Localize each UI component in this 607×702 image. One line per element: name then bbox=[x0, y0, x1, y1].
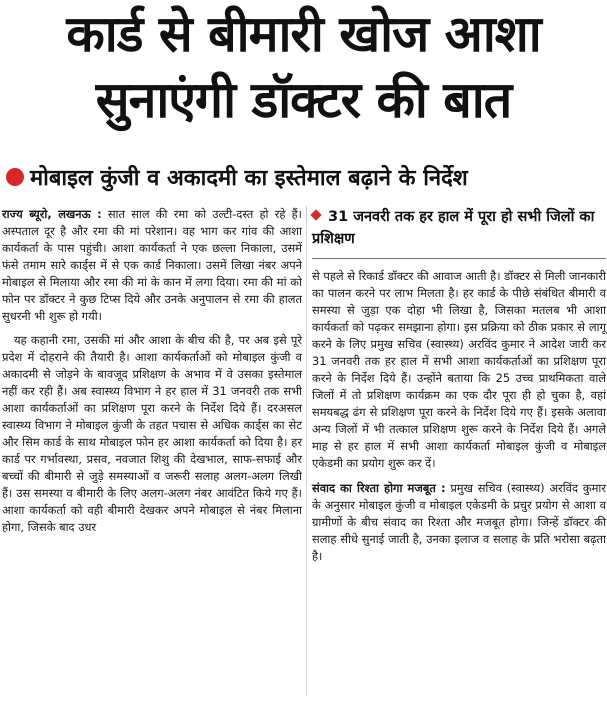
red-diamond-icon bbox=[310, 209, 321, 220]
dateline: राज्य ब्यूरो, लखनऊ : bbox=[2, 207, 102, 221]
highlight-rule bbox=[312, 258, 606, 259]
red-bullet-icon bbox=[6, 168, 24, 186]
paragraph-2: यह कहानी रमा, उसकी मां और आशा के बीच की है, पर अब इसे पूरे प्रदेश में दोहराने की तैयारी है। आशा कार्यकर्ताओं को मोबाइल कुंजी व अकादमी से जोड़ने के बावजूद प्रशिक्षण के अभाव में वे उसका इस्तेमाल नहीं कर रही हैं। अब स्वास्थ्य विभाग ने हर हाल में 31 जनवरी तक सभी आशा कार्यकर्ताओं का प्रशिक्षण पूरा करने के निर्देश दिये हैं। दरअसल स्वास्थ्य विभाग ने मोबाइल कुंजी के तहत पचास से अधिक कार्ड्स का सेट और सिम कार्ड के साथ मोबाइल फोन हर आशा कार्यकर्ता को दिया है। हर कार्ड पर गर्भावस्था, प्रसव, नवजात शिशु की देखभाल, साफ-सफाई और बच्चों की बीमारी से जुड़े समस्याओं व जरूरी सलाह अलग-अलग लिखी हैं। उस समस्या व बीमारी के लिए अलग-अलग नंबर आवंटित किये गए हैं। आशा कार्यकर्ता को वही बीमारी देखकर अपने मोबाइल से नंबर मिलाना होगा, जिसके बाद उधर bbox=[2, 333, 302, 534]
right-paragraph-1: से पहले से रिकार्ड डॉक्टर की आवाज आती है। डॉक्टर से मिली जानकारी का पालन करने पर लाभ मिलता है। हर कार्ड के पीछे संबंधित बीमारी व समस्या से जुड़ा एक दोहा भी लिखा है, जिसका मतलब भी आशा कार्यकर्ता को पढ़कर समझाना होगा। इस प्रक्रिया को ठीक प्रकार से लागू करने के लिए प्रमुख सचिव (स्वास्थ्य) अरविंद कुमार ने आदेश जारी कर 31 जनवरी तक हर हाल में सभी आशा कार्यकर्ताओं का प्रशिक्षण पूरा करने के निर्देश दिये हैं। उन्होंने बताया कि 25 उच्च प्राथमिकता वाले जिलों में तो प्रशिक्षण कार्यक्रम का एक दौर पूरा ही हो चुका है, वहां समयबद्ध ढंग से प्रशिक्षण पूरा करने के निर्देश दिये गए हैं। इसके अलावा अन्य जिलों में भी तत्काल प्रशिक्षण शुरू करने के निर्देश दिये हैं। अगले माह से हर हाल में सभी आशा कार्यकर्ता मोबाइल कुंजी व मोबाइल एकेडमी का प्रयोग शुरू कर दें। bbox=[312, 269, 606, 470]
headline-line-1: कार्ड से बीमारी खोज आशा bbox=[66, 5, 541, 63]
column-divider bbox=[306, 206, 307, 696]
right-paragraph-2-text: प्रमुख सचिव (स्वास्थ्य) अरविंद कुमार के अनुसार मोबाइल कुंजी व मोबाइल एकेडमी के प्रचुर प्रयोग से आशा व ग्रामीणों के बीच संवाद का रिश्ता और मजबूत होगा। जिन्हें डॉक्टर की सलाह सीधे सुनाई जाती है, उनका इलाज व सलाह के प्रति भरोसा बढ़ता है। bbox=[312, 481, 606, 563]
highlight-text: 31 जनवरी तक हर हाल में पूरा हो सभी जिलों का प्रशिक्षण bbox=[312, 209, 595, 247]
subheadline-text: मोबाइल कुंजी व अकादमी का इस्तेमाल बढ़ाने के निर्देश bbox=[30, 166, 468, 191]
highlight-box bbox=[312, 206, 606, 250]
paragraph-1-text: सात साल की रमा को उल्टी-दस्त हो रहे हैं। अस्पताल दूर है और रमा की मां परेशान। वह भाग कर गांव की आशा कार्यकर्ता के पास पहुंची। आशा कार्यकर्ता ने एक छल्ला निकाला, उसमें फंसे तमाम सारे कार्ड्स में से एक कार्ड निकाला। उसमें लिखा नंबर अपने मोबाइल से मिलाया और रमा की मां के कान में लगा दिया। रमा की मां को फोन पर डॉक्टर ने कुछ टिप्स दिये और उनके अनुपालन से रमा की हालत सुधरनी भी शुरू हो गयी। bbox=[2, 207, 302, 323]
subheadline bbox=[6, 162, 606, 192]
section-heading: संवाद का रिश्ता होगा मजबूत : bbox=[312, 481, 446, 495]
left-column bbox=[2, 206, 302, 536]
right-column bbox=[312, 268, 606, 565]
right-paragraph-2 bbox=[312, 480, 606, 565]
headline-line-2: सुनाएंगी डॉक्टर की बात bbox=[95, 71, 512, 129]
paragraph-1 bbox=[2, 206, 302, 325]
